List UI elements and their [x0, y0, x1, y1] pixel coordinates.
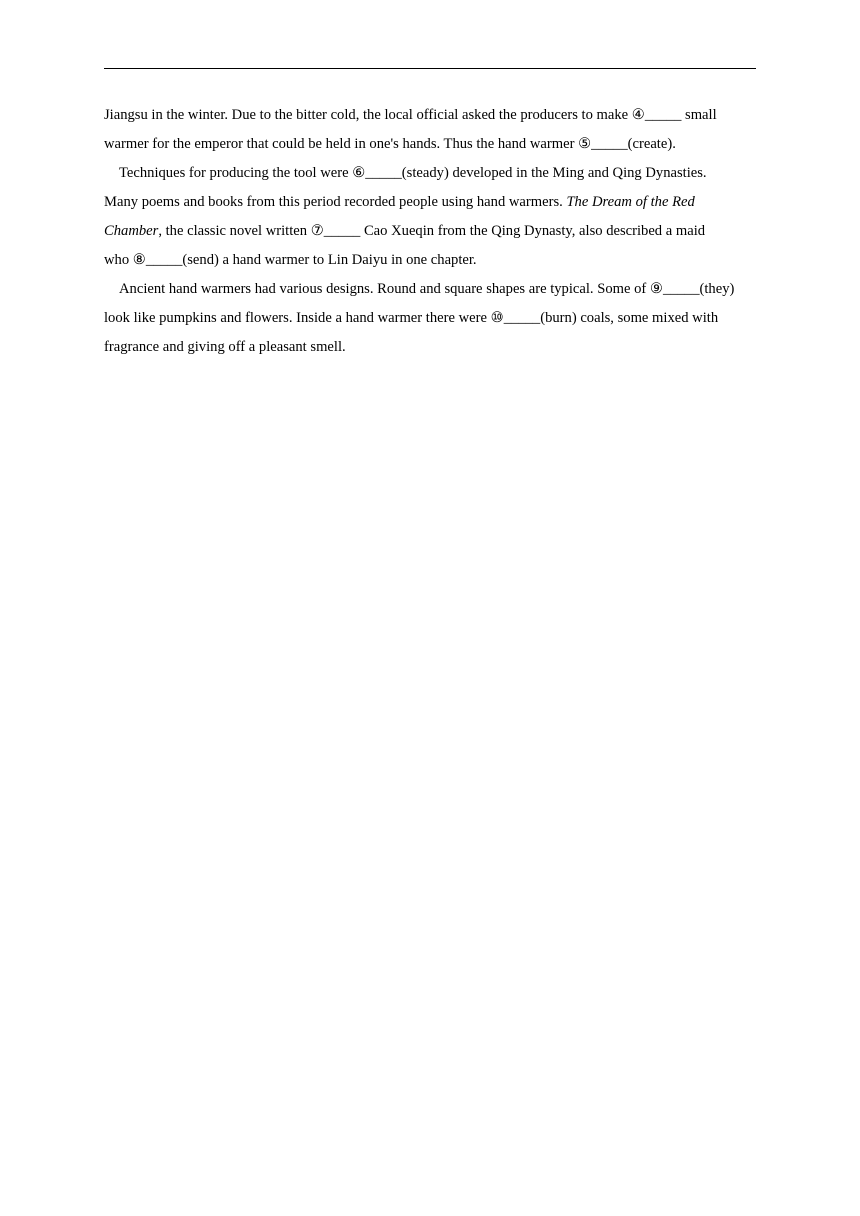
- passage: [104, 101, 766, 362]
- book-title: The Dream of the Red: [566, 194, 695, 210]
- line-text: who: [104, 252, 133, 268]
- blank-9: ⑨_____: [649, 281, 700, 297]
- line-text: Many poems and books from this period recorded people using hand warmers.: [104, 194, 567, 210]
- passage-line: [104, 333, 766, 362]
- book-title: Chamber: [104, 223, 159, 239]
- line-text: small: [681, 107, 717, 123]
- passage-line: [104, 130, 766, 159]
- passage-line: [104, 188, 766, 217]
- line-text: (they): [699, 281, 735, 297]
- blank-6: ⑥_____: [352, 165, 402, 181]
- line-text: Cao Xueqin from the Qing Dynasty, also described a maid: [360, 223, 706, 239]
- line-text: look like pumpkins and flowers. Inside a hand warmer there were: [104, 310, 491, 326]
- passage-line: [104, 246, 766, 275]
- line-text: Techniques for producing the tool were: [119, 165, 353, 181]
- line-text: (steady) developed in the Ming and Qing Dynasties.: [401, 165, 707, 181]
- blank-8: ⑧_____: [132, 252, 183, 268]
- blank-4: ④_____: [631, 107, 682, 123]
- line-text: Ancient hand warmers had various designs. Round and square shapes are typical. Some of: [119, 281, 650, 297]
- line-text: (burn) coals, some mixed with: [540, 310, 719, 326]
- line-text: (create).: [627, 136, 676, 152]
- passage-line: [104, 101, 766, 130]
- line-text: , the classic novel written: [158, 223, 311, 239]
- header-rule: [104, 68, 756, 69]
- blank-7: ⑦_____: [310, 223, 361, 239]
- paragraph-start: [104, 159, 766, 188]
- line-text: warmer for the emperor that could be held in one's hands. Thus the hand warmer: [104, 136, 579, 152]
- passage-line: [104, 304, 766, 333]
- blank-5: ⑤_____: [578, 136, 628, 152]
- line-text: Jiangsu in the winter. Due to the bitter cold, the local official asked the producers to make: [104, 107, 632, 123]
- paragraph-start: [104, 275, 766, 304]
- passage-line: [104, 217, 766, 246]
- line-text: (send) a hand warmer to Lin Daiyu in one chapter.: [182, 252, 477, 268]
- blank-10: ⑩_____: [490, 310, 541, 326]
- line-text: fragrance and giving off a pleasant smell.: [104, 339, 346, 355]
